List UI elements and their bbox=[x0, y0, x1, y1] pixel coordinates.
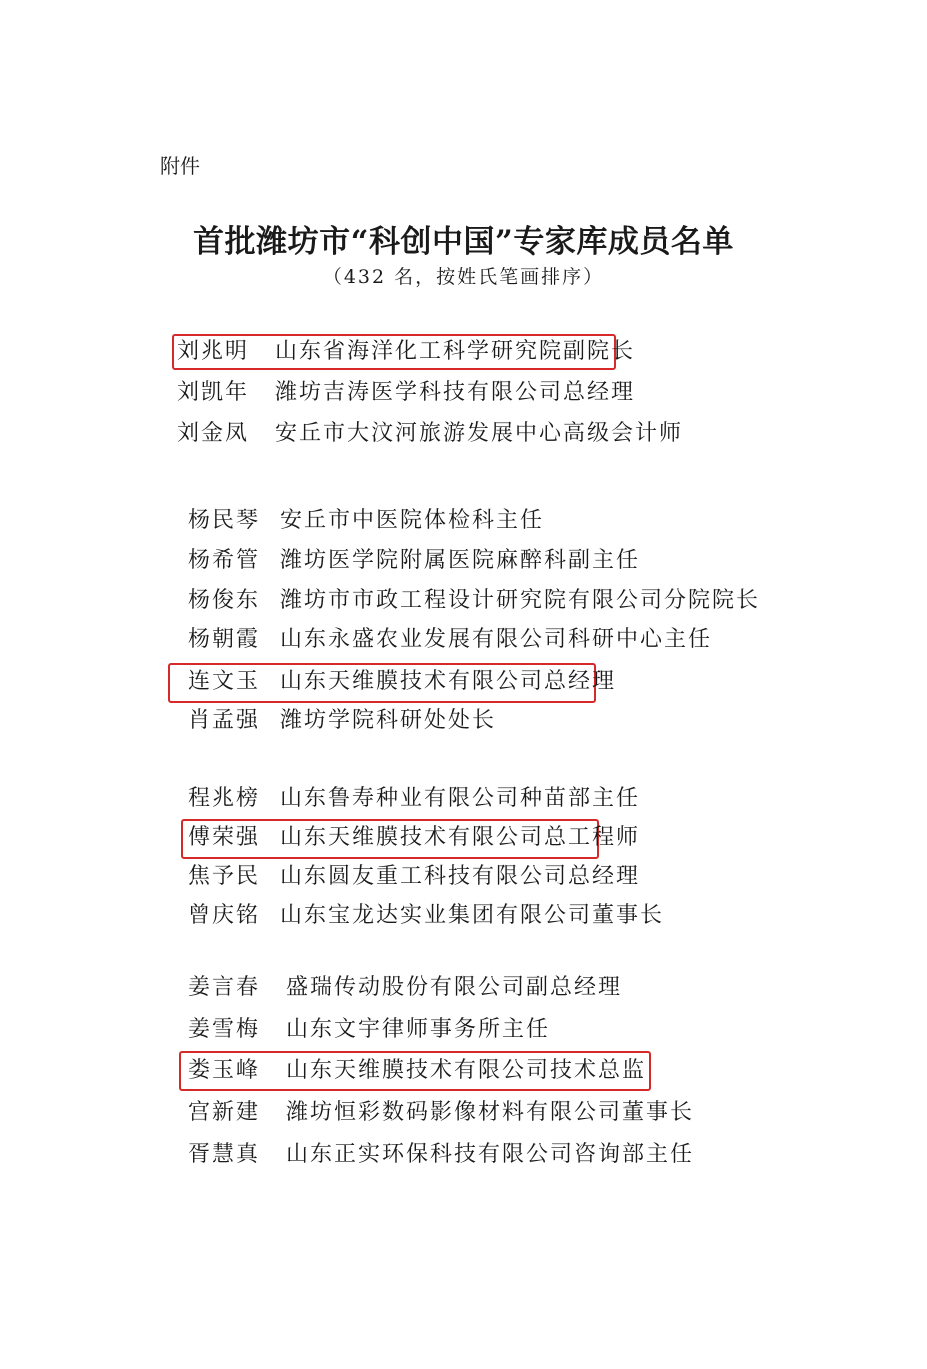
member-name: 刘兆明 bbox=[177, 339, 250, 364]
member-name: 曾庆铭 bbox=[188, 903, 261, 928]
member-row bbox=[188, 1095, 694, 1131]
member-org: 山东正实环保科技有限公司咨询部主任 bbox=[286, 1142, 695, 1167]
member-org: 潍坊吉涛医学科技有限公司总经理 bbox=[275, 380, 636, 405]
member-org: 盛瑞传动股份有限公司副总经理 bbox=[286, 975, 623, 1000]
attachment-label: 附件 bbox=[160, 154, 200, 178]
member-row bbox=[188, 1053, 646, 1089]
member-name: 姜雪梅 bbox=[188, 1017, 261, 1042]
member-name: 杨朝霞 bbox=[188, 627, 261, 652]
member-row bbox=[188, 781, 640, 817]
member-row bbox=[188, 859, 640, 895]
member-org: 潍坊市市政工程设计研究院有限公司分院院长 bbox=[280, 588, 761, 613]
member-name: 杨俊东 bbox=[188, 588, 261, 613]
member-name: 焦予民 bbox=[188, 864, 261, 889]
member-org: 山东文宇律师事务所主任 bbox=[286, 1017, 551, 1042]
document-subtitle: （432 名，按姓氏笔画排序） bbox=[322, 266, 605, 288]
member-name: 杨民琴 bbox=[188, 508, 261, 533]
member-org: 山东圆友重工科技有限公司总经理 bbox=[280, 864, 641, 889]
member-org: 潍坊恒彩数码影像材料有限公司董事长 bbox=[286, 1100, 695, 1125]
member-row bbox=[188, 703, 496, 739]
member-name: 程兆榜 bbox=[188, 786, 261, 811]
member-row bbox=[177, 416, 683, 452]
member-row bbox=[188, 664, 616, 700]
member-name: 刘凯年 bbox=[177, 380, 250, 405]
member-row bbox=[177, 375, 635, 411]
member-org: 安丘市中医院体检科主任 bbox=[280, 508, 545, 533]
member-org: 山东永盛农业发展有限公司科研中心主任 bbox=[280, 627, 713, 652]
member-name: 姜言春 bbox=[188, 975, 261, 1000]
member-org: 山东鲁寿种业有限公司种苗部主任 bbox=[280, 786, 641, 811]
member-name: 娄玉峰 bbox=[188, 1058, 261, 1083]
member-name: 杨希管 bbox=[188, 548, 261, 573]
member-row bbox=[188, 503, 544, 539]
member-name: 刘金凤 bbox=[177, 421, 250, 446]
member-row bbox=[188, 970, 622, 1006]
member-org: 山东天维膜技术有限公司技术总监 bbox=[286, 1058, 647, 1083]
member-row bbox=[188, 622, 712, 658]
member-row bbox=[188, 1137, 694, 1173]
member-org: 山东天维膜技术有限公司总经理 bbox=[280, 669, 617, 694]
member-row bbox=[188, 898, 664, 934]
member-org: 山东天维膜技术有限公司总工程师 bbox=[280, 825, 641, 850]
member-row bbox=[188, 1012, 550, 1048]
member-name: 连文玉 bbox=[188, 669, 261, 694]
document-title: 首批潍坊市“科创中国”专家库成员名单 bbox=[193, 224, 734, 260]
member-row bbox=[188, 583, 760, 619]
member-name: 胥慧真 bbox=[188, 1142, 261, 1167]
member-org: 潍坊医学院附属医院麻醉科副主任 bbox=[280, 548, 641, 573]
member-name: 肖孟强 bbox=[188, 708, 261, 733]
member-org: 潍坊学院科研处处长 bbox=[280, 708, 497, 733]
member-row bbox=[177, 334, 635, 370]
member-org: 山东省海洋化工科学研究院副院长 bbox=[275, 339, 636, 364]
member-org: 山东宝龙达实业集团有限公司董事长 bbox=[280, 903, 665, 928]
member-name: 宫新建 bbox=[188, 1100, 261, 1125]
member-row bbox=[188, 820, 640, 856]
member-org: 安丘市大汶河旅游发展中心高级会计师 bbox=[275, 421, 684, 446]
member-row bbox=[188, 543, 640, 579]
member-name: 傅荣强 bbox=[188, 825, 261, 850]
